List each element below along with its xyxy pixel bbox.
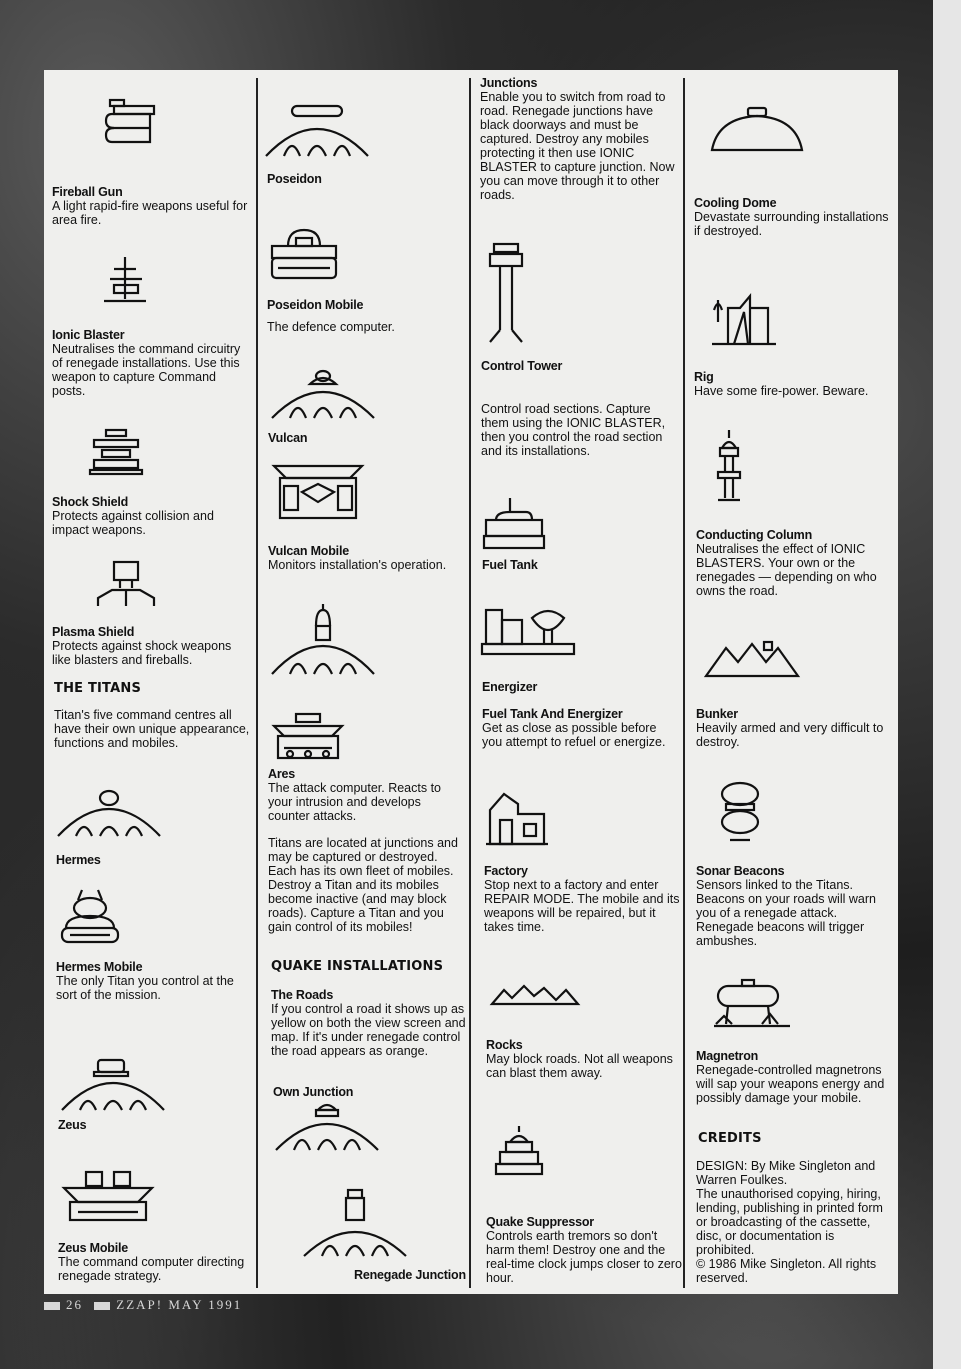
entry-title: Quake Suppressor bbox=[486, 1215, 594, 1229]
plasma-shield-icon bbox=[92, 558, 160, 614]
column-divider bbox=[469, 78, 471, 1288]
entry-ionic-blaster bbox=[52, 328, 252, 398]
vulcan-icon bbox=[268, 368, 378, 422]
cooling-dome-icon bbox=[708, 106, 806, 154]
entry-magnetron bbox=[696, 1049, 892, 1105]
section-text-titans-location: Titans are located at junctions and may be captured or destroyed. Each has its own fleet of mobiles. Destroy a Titan and its mobiles become inactive (and may block roads). Capture a Titan and you gain control of its mobiles! bbox=[268, 836, 458, 934]
ionic-blaster-icon bbox=[100, 255, 150, 311]
entry-zeus-mobile bbox=[58, 1241, 258, 1283]
credits-design: DESIGN: By Mike Singleton and Warren Foulkes. bbox=[696, 1159, 876, 1187]
entry-desc: Protects against collision and impact weapons. bbox=[52, 509, 214, 537]
entry-desc: If you control a road it shows up as yellow on both the view screen and map. If it's under renegade control the road appears as orange. bbox=[271, 1002, 466, 1058]
entry-title: Plasma Shield bbox=[52, 625, 135, 639]
entry-poseidon-mobile bbox=[267, 298, 463, 334]
entry-desc: May block roads. Not all weapons can blast them away. bbox=[486, 1052, 673, 1080]
entry-desc: Have some fire-power. Beware. bbox=[694, 384, 869, 398]
conducting-column-icon bbox=[714, 428, 744, 504]
hermes-icon bbox=[54, 788, 164, 840]
entry-title: Ares bbox=[268, 767, 295, 781]
entry-desc: Monitors installation's operation. bbox=[268, 558, 447, 572]
entry-desc: A light rapid-fire weapons useful for area fire. bbox=[52, 199, 248, 227]
section-heading-credits: CREDITS bbox=[698, 1131, 762, 1146]
manual-panel bbox=[44, 70, 898, 1294]
column-divider bbox=[683, 78, 685, 1288]
entry-title: Fuel Tank And Energizer bbox=[482, 707, 623, 721]
column-divider bbox=[256, 78, 258, 1288]
sonar-beacons-icon bbox=[716, 780, 764, 844]
entry-title: Vulcan Mobile bbox=[268, 544, 349, 558]
ares-mobile-icon bbox=[270, 712, 346, 764]
page-edge bbox=[933, 0, 961, 1369]
page-footer bbox=[44, 1297, 242, 1313]
entry-desc: Neutralises the command circuitry of renegade installations. Use this weapon to capture Command posts. bbox=[52, 342, 241, 398]
entry-roads bbox=[271, 988, 467, 1058]
section-heading-quake: QUAKE INSTALLATIONS bbox=[271, 959, 444, 974]
entry-desc: Controls earth tremors so don't harm them! Destroy one and the real-time clock jumps closer to zero hour. bbox=[486, 1229, 682, 1285]
fireball-gun-icon bbox=[100, 98, 160, 148]
entry-junctions bbox=[480, 76, 678, 202]
entry-title: Shock Shield bbox=[52, 495, 129, 509]
entry-title: Hermes Mobile bbox=[56, 960, 143, 974]
entry-cooling-dome bbox=[694, 196, 890, 238]
entry-bunker bbox=[696, 707, 892, 749]
credits-legal: The unauthorised copying, hiring, lending, publishing in printed form or broadcasting of the cassette, disc, or documentation is prohibited. bbox=[696, 1187, 883, 1257]
entry-title-poseidon: Poseidon bbox=[267, 172, 322, 186]
entry-desc: The defence computer. bbox=[267, 320, 395, 334]
entry-desc: The command computer directing renegade strategy. bbox=[58, 1255, 245, 1283]
rig-icon bbox=[710, 292, 778, 348]
entry-title-fuel-tank: Fuel Tank bbox=[482, 558, 538, 572]
entry-title: Bunker bbox=[696, 707, 738, 721]
entry-desc: The attack computer. Reacts to your intrusion and develops counter attacks. bbox=[268, 781, 441, 823]
entry-title-control-tower: Control Tower bbox=[481, 359, 563, 373]
entry-plasma-shield bbox=[52, 625, 252, 667]
entry-title: Rocks bbox=[486, 1038, 523, 1052]
entry-shock-shield bbox=[52, 495, 252, 537]
own-junction-icon bbox=[272, 1098, 382, 1154]
entry-ares bbox=[268, 767, 464, 823]
poseidon-icon bbox=[262, 104, 372, 160]
control-tower-icon bbox=[486, 242, 526, 346]
entry-title: Zeus Mobile bbox=[58, 1241, 129, 1255]
zeus-mobile-icon bbox=[60, 1168, 156, 1226]
entry-sonar-beacons bbox=[696, 864, 892, 948]
bunker-icon bbox=[704, 640, 800, 680]
fuel-tank-icon bbox=[482, 496, 546, 554]
entry-title: Ionic Blaster bbox=[52, 328, 125, 342]
entry-vulcan-mobile bbox=[268, 544, 464, 572]
entry-desc: Devastate surrounding installations if destroyed. bbox=[694, 210, 889, 238]
entry-title: Magnetron bbox=[696, 1049, 759, 1063]
entry-title: Sonar Beacons bbox=[696, 864, 785, 878]
entry-title: Fireball Gun bbox=[52, 185, 123, 199]
section-text-titans: Titan's five command centres all have their own unique appearance, functions and mobiles. bbox=[54, 708, 250, 750]
magazine-issue: ZZAP! MAY 1991 bbox=[116, 1297, 243, 1312]
page-number: 26 bbox=[66, 1297, 83, 1312]
entry-rocks bbox=[486, 1038, 682, 1080]
factory-icon bbox=[484, 790, 550, 848]
entry-desc: Get as close as possible before you attempt to refuel or energize. bbox=[482, 721, 666, 749]
entry-quake-suppressor bbox=[486, 1215, 682, 1285]
entry-title: Poseidon Mobile bbox=[267, 298, 364, 312]
magnetron-icon bbox=[712, 978, 792, 1030]
entry-title: The Roads bbox=[271, 988, 334, 1002]
entry-title-energizer: Energizer bbox=[482, 680, 538, 694]
entry-title: Junctions bbox=[480, 76, 538, 90]
entry-title-renegade-junction: Renegade Junction bbox=[354, 1268, 466, 1282]
vulcan-mobile-icon bbox=[272, 462, 364, 524]
credits-copyright: © 1986 Mike Singleton. All rights reserved. bbox=[696, 1257, 877, 1285]
rocks-icon bbox=[490, 982, 580, 1008]
entry-title-hermes: Hermes bbox=[56, 853, 101, 867]
entry-desc: The only Titan you control at the sort of the mission. bbox=[56, 974, 234, 1002]
entry-desc: Protects against shock weapons like blasters and fireballs. bbox=[52, 639, 232, 667]
entry-desc: Enable you to switch from road to road. Renegade junctions have black doorways and must be captured. Destroy any mobiles protecting it then use IONIC BLASTER to capture junction. Now you can move through it to other roads. bbox=[480, 90, 675, 202]
entry-desc: Neutralises the effect of IONIC BLASTERS. Your own or the renegades — depending on who owns the road. bbox=[696, 542, 877, 598]
entry-rig bbox=[694, 370, 890, 398]
entry-title: Rig bbox=[694, 370, 714, 384]
entry-desc-control-tower: Control road sections. Capture them using the IONIC BLASTER, then you control the road section and its installations. bbox=[481, 402, 666, 458]
entry-title-vulcan: Vulcan bbox=[268, 431, 308, 445]
entry-factory bbox=[484, 864, 680, 934]
hermes-mobile-icon bbox=[58, 888, 122, 948]
footer-bar bbox=[94, 1302, 110, 1310]
entry-conducting-column bbox=[696, 528, 892, 598]
entry-fuel-tank-energizer bbox=[482, 707, 678, 749]
entry-desc: Renegade-controlled magnetrons will sap your weapons energy and possibly damage your mobile. bbox=[696, 1063, 885, 1105]
entry-title-own-junction: Own Junction bbox=[273, 1085, 354, 1099]
entry-title: Conducting Column bbox=[696, 528, 813, 542]
footer-bar bbox=[44, 1302, 60, 1310]
entry-title: Cooling Dome bbox=[694, 196, 777, 210]
renegade-junction-icon bbox=[300, 1188, 410, 1260]
shock-shield-icon bbox=[88, 428, 144, 478]
poseidon-mobile-icon bbox=[268, 226, 340, 282]
quake-suppressor-icon bbox=[494, 1124, 544, 1178]
zeus-icon bbox=[58, 1058, 168, 1114]
entry-hermes-mobile bbox=[56, 960, 256, 1002]
entry-title: Factory bbox=[484, 864, 528, 878]
energizer-icon bbox=[480, 600, 576, 658]
ares-icon bbox=[268, 602, 378, 678]
entry-desc: Heavily armed and very difficult to destroy. bbox=[696, 721, 884, 749]
entry-desc: Stop next to a factory and enter REPAIR MODE. The mobile and its weapons will be repaired, but it takes time. bbox=[484, 878, 680, 934]
entry-fireball-gun bbox=[52, 185, 252, 227]
entry-desc: Sensors linked to the Titans. Beacons on your roads will warn you of a renegade attack. Renegade beacons will trigger ambushes. bbox=[696, 878, 876, 948]
entry-title-zeus: Zeus bbox=[58, 1118, 87, 1132]
section-heading-titans: THE TITANS bbox=[54, 681, 142, 696]
